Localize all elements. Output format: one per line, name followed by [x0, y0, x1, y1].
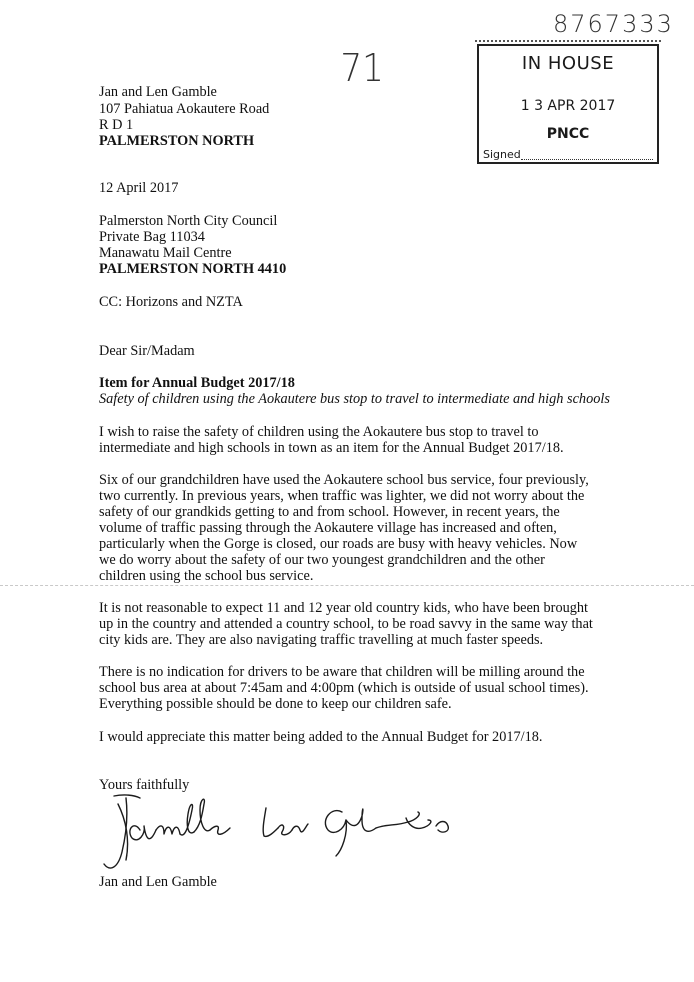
sender-city: PALMERSTON NORTH	[99, 133, 255, 149]
paragraph-2-line: Six of our grandchildren have used the Aokautere school bus service, four previously,	[99, 472, 589, 488]
salutation: Dear Sir/Madam	[99, 343, 195, 359]
scan-fold-line	[0, 585, 694, 586]
letter-date: 12 April 2017	[99, 180, 179, 196]
recipient-bag: Private Bag 11034	[99, 229, 205, 245]
signature	[96, 790, 496, 880]
stamp-date: 1 3 APR 2017	[520, 98, 616, 114]
stamp-signature-line	[521, 159, 653, 160]
recipient-centre: Manawatu Mail Centre	[99, 245, 232, 261]
closing: Yours faithfully	[99, 777, 190, 793]
signatory-name: Jan and Len Gamble	[99, 874, 217, 890]
cc-line: CC: Horizons and NZTA	[99, 294, 243, 310]
paragraph-5-line: I would appreciate this matter being added to the Annual Budget for 2017/18.	[99, 729, 543, 745]
paragraph-3-line: It is not reasonable to expect 11 and 12 year old country kids, who have been brought	[99, 600, 589, 616]
sender-rd: R D 1	[99, 117, 134, 133]
paragraph-4-line: There is no indication for drivers to be aware that children will be milling around the	[99, 664, 585, 680]
paragraph-4-line: Everything possible should be done to keep our children safe.	[99, 696, 452, 712]
paragraph-2-line: particularly when the Gorge is closed, our roads are busy with heavy vehicles. Now	[99, 536, 578, 552]
received-stamp	[477, 44, 659, 164]
paragraph-1-line: intermediate and high schools in town as an item for the Annual Budget 2017/18.	[99, 440, 564, 456]
stamp-signed-label: Signed	[483, 148, 521, 161]
subject-subtitle: Safety of children using the Aokautere bus stop to travel to intermediate and high schools	[99, 391, 610, 407]
stamp-title: IN HOUSE	[521, 53, 615, 74]
sender-street: 107 Pahiatua Aokautere Road	[99, 101, 270, 117]
sender-name: Jan and Len Gamble	[99, 84, 217, 100]
paragraph-1-line: I wish to raise the safety of children using the Aokautere bus stop to travel to	[99, 424, 539, 440]
handwritten-reference-number: 8767333	[553, 10, 674, 38]
paragraph-3-line: city kids are. They are also navigating traffic travelling at much faster speeds.	[99, 632, 544, 648]
paragraph-3-line: up in the country and attended a country school, to be road savvy in the same way that	[99, 616, 593, 632]
recipient-city: PALMERSTON NORTH 4410	[99, 261, 287, 277]
paragraph-2-line: two currently. In previous years, when traffic was lighter, we did not worry about the	[99, 488, 585, 504]
handwritten-page-mark: 71	[340, 46, 384, 90]
paragraph-2-line: children using the school bus service.	[99, 568, 314, 584]
paragraph-2-line: we do worry about the safety of our two youngest grandchildren and the other	[99, 552, 545, 568]
subject-title: Item for Annual Budget 2017/18	[99, 375, 295, 391]
paragraph-2-line: volume of traffic passing through the Aokautere village has increased and often,	[99, 520, 557, 536]
paragraph-2-line: safety of our grandkids getting to and from school. However, in recent years, the	[99, 504, 560, 520]
recipient-org: Palmerston North City Council	[99, 213, 278, 229]
stamp-org: PNCC	[546, 126, 590, 142]
paragraph-4-line: school bus area at about 7:45am and 4:00pm (which is outside of usual school times).	[99, 680, 589, 696]
